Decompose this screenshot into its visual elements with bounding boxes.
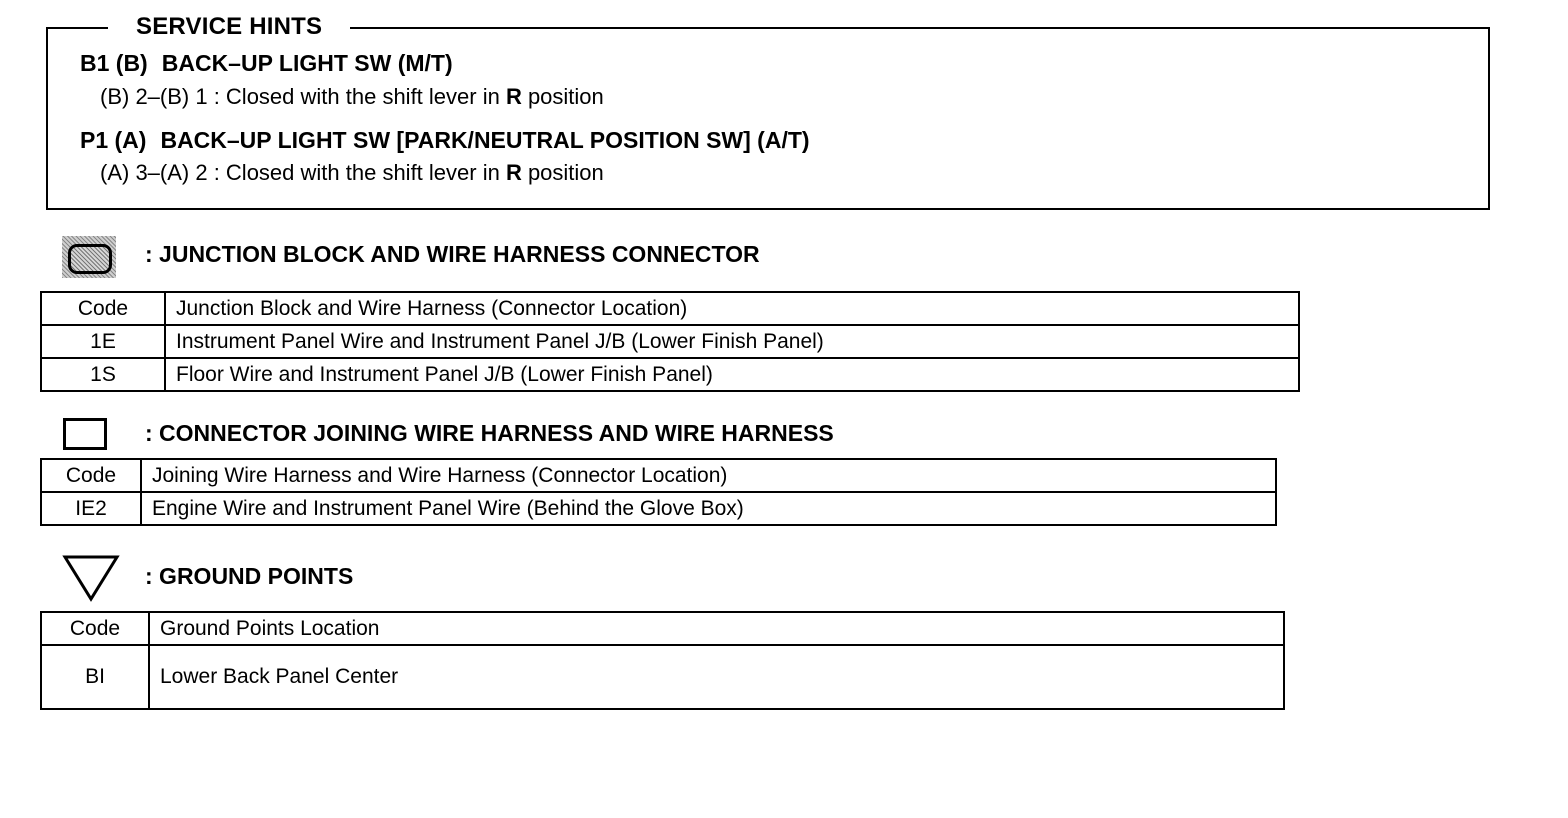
- hint-detail-bold: R: [505, 160, 522, 185]
- row-desc: Instrument Panel Wire and Instrument Panel J/B (Lower Finish Panel): [165, 325, 1299, 358]
- header-code: Code: [41, 292, 165, 325]
- header-desc: Joining Wire Harness and Wire Harness (Connector Location): [141, 459, 1276, 492]
- service-hints-title: SERVICE HINTS: [108, 12, 350, 42]
- table-header-row: [41, 459, 1276, 492]
- table-row: [41, 492, 1276, 525]
- table-header-row: [41, 292, 1299, 325]
- header-code: Code: [41, 459, 141, 492]
- junction-block-symbol-inner: [68, 244, 112, 274]
- ground-points-heading: : GROUND POINTS: [145, 563, 354, 589]
- hint-detail-p1: [100, 159, 604, 187]
- junction-block-table: [40, 291, 1300, 392]
- connector-rectangle-icon: [63, 418, 107, 450]
- hint-name: BACK–UP LIGHT SW [PARK/NEUTRAL POSITION SW] (A/T): [160, 127, 810, 153]
- hint-detail-prefix: (A) 3–(A) 2 : Closed with the shift lever in: [100, 160, 506, 185]
- connector-joining-table: [40, 458, 1277, 526]
- hint-heading-p1: [80, 126, 810, 154]
- hint-code: P1 (A): [80, 127, 147, 153]
- header-desc: Ground Points Location: [149, 612, 1284, 645]
- junction-block-heading: : JUNCTION BLOCK AND WIRE HARNESS CONNECTOR: [145, 241, 760, 267]
- ground-triangle-icon: [62, 554, 120, 602]
- row-desc: Lower Back Panel Center: [149, 645, 1284, 709]
- row-code: 1S: [41, 358, 165, 391]
- hint-heading-b1: [80, 49, 453, 77]
- table-row: [41, 645, 1284, 709]
- table-row: [41, 358, 1299, 391]
- hint-detail-b1: [100, 83, 604, 111]
- row-desc: Floor Wire and Instrument Panel J/B (Lower Finish Panel): [165, 358, 1299, 391]
- row-code: BI: [41, 645, 149, 709]
- row-code: 1E: [41, 325, 165, 358]
- row-code: IE2: [41, 492, 141, 525]
- table-row: [41, 325, 1299, 358]
- header-code: Code: [41, 612, 149, 645]
- table-header-row: [41, 612, 1284, 645]
- hint-detail-prefix: (B) 2–(B) 1 : Closed with the shift lever in: [100, 84, 506, 109]
- hint-detail-suffix: position: [521, 160, 604, 185]
- ground-points-table: [40, 611, 1285, 710]
- hint-detail-bold: R: [505, 84, 522, 109]
- hint-code: B1 (B): [80, 50, 148, 76]
- hint-name: BACK–UP LIGHT SW (M/T): [161, 50, 453, 76]
- junction-block-symbol-icon: [62, 236, 116, 278]
- row-desc: Engine Wire and Instrument Panel Wire (Behind the Glove Box): [141, 492, 1276, 525]
- hint-detail-suffix: position: [521, 84, 604, 109]
- connector-joining-heading: : CONNECTOR JOINING WIRE HARNESS AND WIRE HARNESS: [145, 420, 834, 446]
- header-desc: Junction Block and Wire Harness (Connector Location): [165, 292, 1299, 325]
